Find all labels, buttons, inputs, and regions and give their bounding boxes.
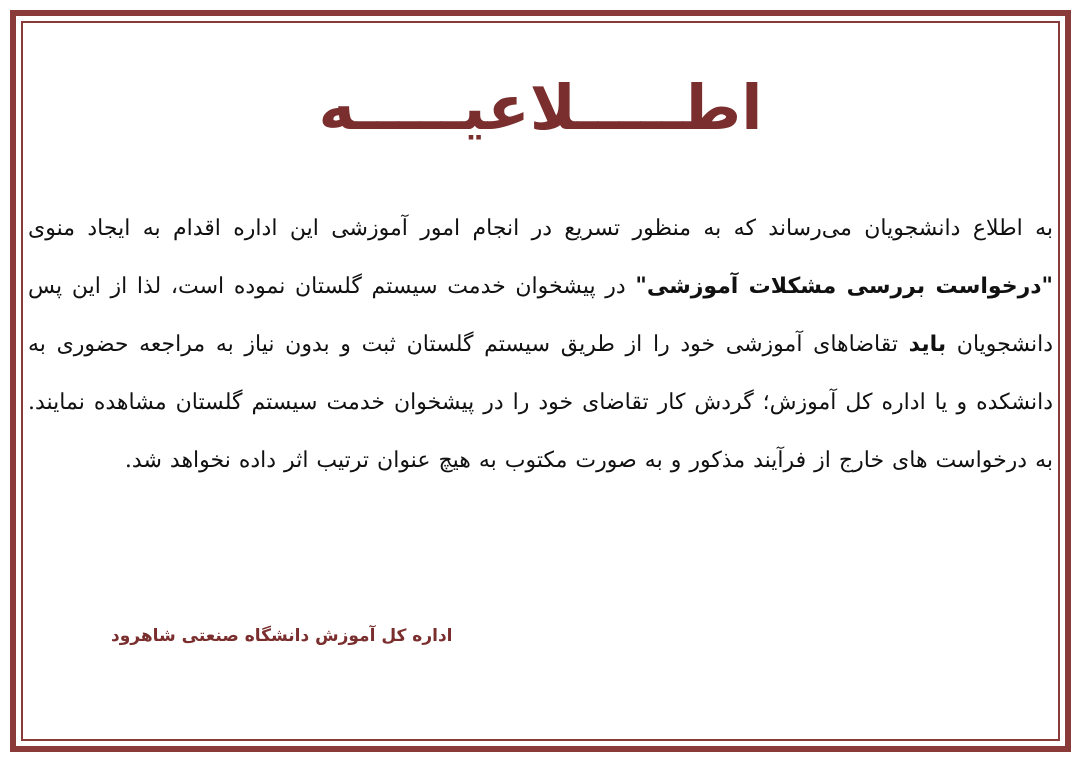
notice-signature: اداره کل آموزش دانشگاه صنعتی شاهرود (111, 626, 453, 646)
notice-frame (10, 10, 1071, 752)
body-highlight-menu-name: "درخواست بررسی مشکلات آموزشی" (635, 274, 1053, 299)
body-part-3: تقاضاهای آموزشی خود را از طریق سیستم گلستان ثبت و بدون نیاز به مراجعه حضوری به دانشکده و یا اداره کل آموزش؛ گردش کار تقاضای خود را در پیشخوان خدمت سیستم گلستان مشاهده نمایند. به درخواست های خارج از فرآیند مذکور و به صورت مکتوب به هیچ عنوان ترتیب اثر داده نخواهد شد. (28, 332, 1053, 473)
body-part-1: به اطلاع دانشجویان می‌رساند که به منظور تسریع در انجام امور آموزشی این اداره اقدام به ایجاد منوی (28, 216, 1054, 241)
body-part-2: در پیشخوان خدمت سیستم گلستان نموده است، لذا از این پس دانشجویان (28, 274, 1053, 357)
body-highlight-must: باید (908, 332, 947, 357)
notice-title: اطـــــلاعیـــــه (318, 71, 763, 144)
notice-body (28, 200, 1053, 490)
